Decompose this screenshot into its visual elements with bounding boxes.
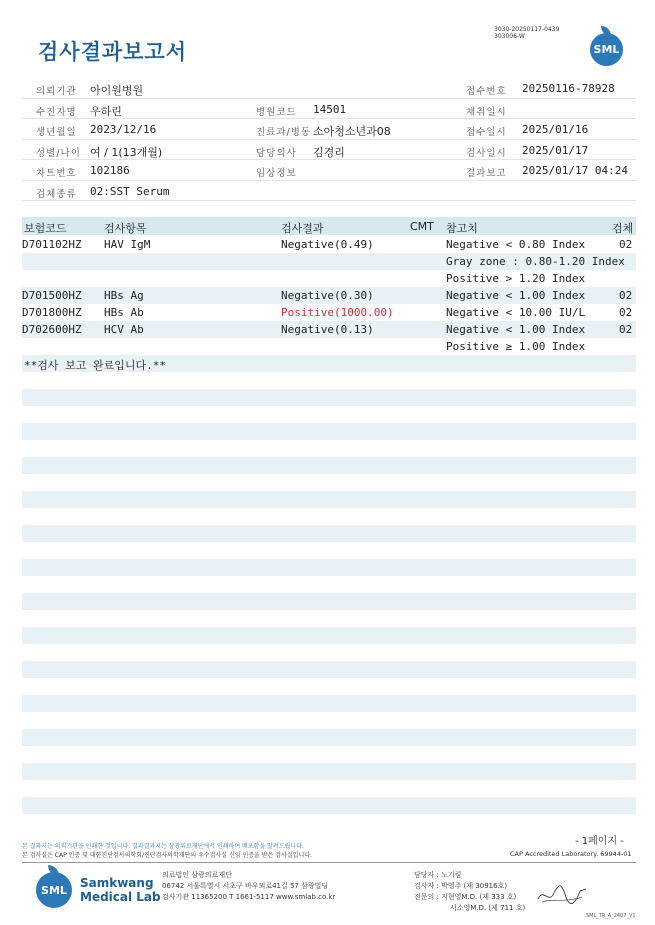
- brand-line-1: Samkwang: [80, 876, 154, 890]
- signature-icon: [536, 883, 588, 907]
- staff-line-2: 검사자 : 박영주 (제 30916호): [414, 882, 508, 890]
- header-result: 검사결과: [281, 222, 324, 235]
- value-test-date: 2025/01/17: [522, 143, 589, 157]
- table-row: [22, 287, 636, 304]
- header-cmt: CMT: [410, 220, 434, 233]
- cell-ref: Positive ≥ 1.00 Index: [446, 340, 586, 353]
- info-row-5: [22, 160, 636, 181]
- table-row: [22, 338, 636, 355]
- table-row: [22, 321, 636, 338]
- table-row: [22, 270, 636, 287]
- label-patient: 수진자명: [36, 106, 77, 118]
- page-number: - 1페이지 -: [575, 836, 624, 847]
- table-row: [22, 253, 636, 270]
- empty-row: [22, 559, 636, 576]
- header-item: 검사항목: [104, 222, 147, 235]
- doc-code-1: 3030-20250117-0439: [494, 26, 560, 33]
- label-dept: 진료과/병동: [256, 127, 312, 138]
- cell-specimen: 02: [619, 323, 633, 336]
- staff-line-1: 담당자 : 노기림: [414, 871, 462, 879]
- results-table: [22, 236, 636, 372]
- form-code: SML_TR_A_2407_V1: [586, 913, 636, 919]
- cell-item: HBs Ab: [104, 306, 144, 319]
- empty-row: [22, 797, 636, 814]
- cell-specimen: 02: [619, 238, 633, 251]
- label-institution: 의뢰기관: [36, 86, 77, 97]
- value-doctor: 김경리: [313, 145, 345, 159]
- cap-accreditation: CAP Accredited Laboratory. 69944-01: [510, 850, 632, 858]
- empty-row: [22, 389, 636, 406]
- label-receipt-no: 접수번호: [466, 86, 507, 97]
- label-doctor: 담당의사: [256, 147, 297, 159]
- info-row-4: [22, 140, 636, 161]
- value-specimen: 02:SST Serum: [90, 184, 170, 198]
- cell-result: Negative(0.30): [281, 289, 374, 302]
- cell-item: HCV Ab: [104, 323, 144, 336]
- value-receipt-date: 2025/01/16: [522, 123, 589, 136]
- cell-ref: Gray zone : 0.80-1.20 Index: [446, 255, 625, 268]
- report-title: 검사결과보고서: [38, 40, 188, 64]
- empty-row: [22, 525, 636, 542]
- cell-item: HAV IgM: [104, 238, 151, 251]
- logo-text: SML: [593, 43, 620, 56]
- cell-specimen: 02: [619, 306, 633, 319]
- value-chart-no: 102186: [90, 164, 130, 177]
- empty-table-rows: [22, 389, 636, 831]
- empty-row: [22, 763, 636, 780]
- patient-info-section: [22, 78, 636, 201]
- label-report-date: 결과보고: [466, 168, 507, 179]
- footer-logo-text: SML: [41, 883, 67, 897]
- header-specimen: 검체: [612, 222, 634, 235]
- info-row-3: [22, 119, 636, 140]
- label-test-date: 검사일시: [466, 147, 507, 159]
- label-chart-no: 차트번호: [36, 168, 77, 179]
- value-dept: 소아청소년과08: [313, 125, 391, 138]
- info-row-1: [22, 78, 636, 99]
- header-ref: 참고치: [446, 222, 478, 235]
- cell-result: Negative(0.13): [281, 323, 374, 336]
- addr-line-1: 의료법인 삼광의료재단: [162, 871, 232, 879]
- empty-row: [22, 729, 636, 746]
- label-collect-date: 채취일시: [466, 106, 507, 118]
- label-specimen: 검체종류: [36, 188, 77, 200]
- label-receipt-date: 접수일시: [466, 127, 507, 138]
- cell-code: D701800HZ: [22, 306, 82, 319]
- cell-result: Negative(0.49): [281, 238, 374, 251]
- sml-footer-logo-icon: [36, 872, 72, 908]
- value-hospital-code: 14501: [313, 102, 347, 116]
- value-birth: 2023/12/16: [90, 123, 157, 136]
- label-sex-age: 성별/나이: [36, 147, 81, 159]
- value-report-date: 2025/01/17 04:24: [522, 164, 628, 177]
- cell-ref: Negative < 1.00 Index: [446, 323, 586, 336]
- table-row: [22, 355, 636, 372]
- cell-code: D701102HZ: [22, 238, 82, 251]
- empty-row: [22, 661, 636, 678]
- cell-code: D701500HZ: [22, 289, 82, 302]
- addr-line-2: 06742 서울특별시 서초구 바우뫼로41길 57 삼광빌딩: [162, 882, 329, 890]
- document-codes: [494, 26, 559, 40]
- report-complete-message: **검사 보고 완료입니다.**: [24, 359, 166, 372]
- cell-ref: Negative < 1.00 Index: [446, 289, 586, 302]
- value-receipt-no: 20250116-78928: [522, 82, 615, 95]
- empty-row: [22, 423, 636, 440]
- value-sex-age: 여 / 1(13개월): [90, 145, 163, 159]
- label-hospital-code: 병원코드: [256, 106, 297, 118]
- info-row-6: [22, 181, 636, 202]
- header-code: 보험코드: [24, 222, 67, 235]
- addr-line-3: 검사기관 11365200 T 1661-5117 www.smlab.co.kr: [162, 893, 336, 901]
- cell-ref: Negative < 0.80 Index: [446, 238, 586, 251]
- cell-specimen: 02: [619, 289, 633, 302]
- footer-divider: [22, 862, 636, 863]
- value-patient: 우하린: [90, 104, 122, 118]
- value-institution: 아이원병원: [90, 84, 144, 97]
- sml-logo-icon: [590, 33, 623, 66]
- brand-line-2: Medical Lab: [80, 890, 161, 904]
- cell-result-positive: Positive(1000.00): [281, 306, 394, 319]
- info-row-2: [22, 99, 636, 120]
- label-birth: 생년월일: [36, 127, 77, 138]
- empty-row: [22, 457, 636, 474]
- results-table-header: [22, 217, 636, 235]
- staff-line-3: 전문의 : 지현영M.D. (제 333 호): [414, 893, 517, 901]
- brand-name: [80, 876, 161, 904]
- empty-row: [22, 491, 636, 508]
- lab-address: [162, 870, 335, 903]
- cell-ref: Negative < 10.00 IU/L: [446, 306, 586, 319]
- certification-notice: 본 검사실은 CAP 인증 및 대한진단검사의학회/진단검사의학재단의 우수검사실 신임 인증을 받은 검사실입니다.: [22, 852, 312, 859]
- label-clinical: 임상정보: [256, 168, 297, 179]
- cell-item: HBs Ag: [104, 289, 144, 302]
- table-row: [22, 304, 636, 321]
- doc-code-2: 303006-W: [494, 33, 525, 40]
- staff-list: [414, 870, 525, 914]
- empty-row: [22, 695, 636, 712]
- cell-code: D702600HZ: [22, 323, 82, 336]
- empty-row: [22, 627, 636, 644]
- cell-ref: Positive > 1.20 Index: [446, 272, 586, 285]
- empty-row: [22, 593, 636, 610]
- staff-line-4: 서소영M.D. (제 711 호): [450, 904, 526, 912]
- table-row: [22, 236, 636, 253]
- print-notice: 본 결과지는 의뢰기관을 인쇄한 것입니다. 결과결과지는 삼광의료재단에서 인쇄하여 배포함을 알려드립니다.: [22, 843, 304, 850]
